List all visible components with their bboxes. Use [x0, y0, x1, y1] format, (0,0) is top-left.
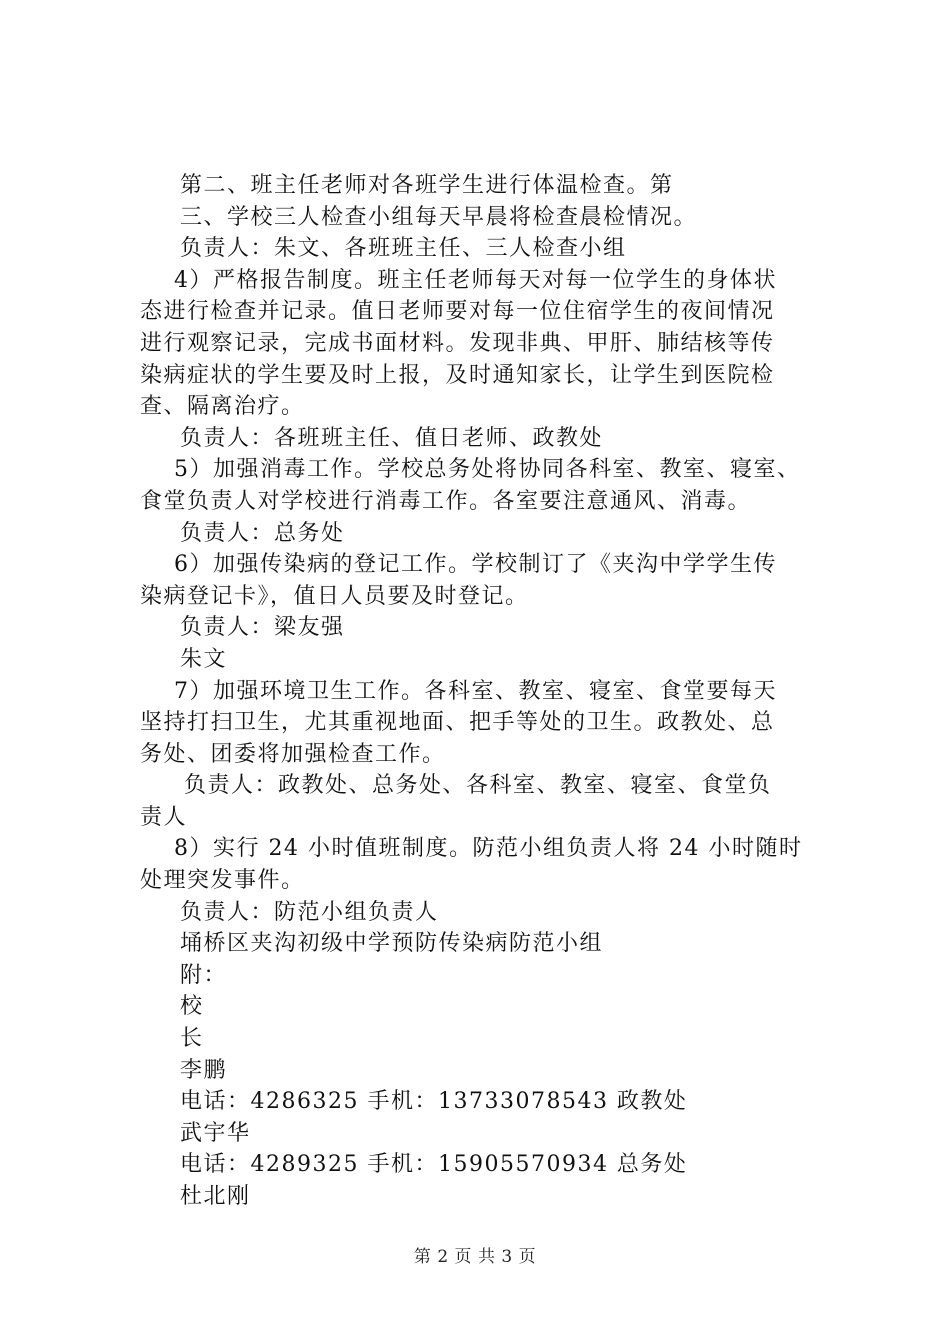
- text-line: 染病症状的学生要及时上报，及时通知家长，让学生到医院检: [140, 362, 775, 388]
- text-line: 8）实行 24 小时值班制度。防范小组负责人将 24 小时随时: [174, 836, 803, 862]
- text-line: 负责人：政教处、总务处、各科室、教室、寝室、食堂负: [184, 773, 772, 799]
- text-line: 埇桥区夹沟初级中学预防传染病防范小组: [180, 931, 604, 957]
- text-line: 负责人：总务处: [180, 520, 345, 546]
- text-line: 染病登记卡》，值日人员要及时登记。: [140, 583, 529, 609]
- text-line: 6）加强传染病的登记工作。学校制订了《夹沟中学学生传: [174, 552, 777, 578]
- text-line: 李鹏: [180, 1057, 228, 1083]
- text-line: 负责人：朱文、各班班主任、三人检查小组: [180, 236, 627, 262]
- text-line: 杜北刚: [180, 1184, 251, 1209]
- text-line: 武宇华: [180, 1120, 251, 1146]
- page-footer: 第 2 页 共 3 页: [413, 1247, 537, 1267]
- text-line: 校: [180, 994, 204, 1020]
- text-line: 负责人：防范小组负责人: [180, 899, 439, 925]
- text-line: 负责人：各班班主任、值日老师、政教处: [180, 425, 604, 451]
- text-line: 三、学校三人检查小组每天早晨将检查晨检情况。: [180, 204, 698, 230]
- text-line: 负责人：梁友强: [180, 615, 345, 641]
- document-body: [140, 170, 840, 1213]
- text-line: 查、隔离治疗。: [140, 394, 305, 420]
- text-line: 电话：4289325 手机：15905570934 总务处: [180, 1152, 688, 1178]
- text-line: 5）加强消毒工作。学校总务处将协同各科室、教室、寝室、: [174, 457, 801, 483]
- text-line: 长: [180, 1026, 204, 1052]
- text-line: 责人: [140, 804, 188, 830]
- text-line: 4）严格报告制度。班主任老师每天对每一位学生的身体状: [174, 267, 777, 293]
- text-line: 7）加强环境卫生工作。各科室、教室、寝室、食堂要每天: [174, 678, 777, 704]
- text-line: 处理突发事件。: [140, 868, 305, 894]
- text-line: 第二、班主任老师对各班学生进行体温检查。第: [180, 173, 674, 198]
- text-line: 进行观察记录，完成书面材料。发现非典、甲肝、肺结核等传: [140, 330, 775, 356]
- text-line: 态进行检查并记录。值日老师要对每一位住宿学生的夜间情况: [140, 299, 775, 325]
- text-line: 电话：4286325 手机：13733078543 政教处: [180, 1089, 688, 1115]
- text-line: 食堂负责人对学校进行消毒工作。各室要注意通风、消毒。: [140, 488, 752, 514]
- text-line: 务处、团委将加强检查工作。: [140, 741, 446, 767]
- text-line: 坚持打扫卫生，尤其重视地面、把手等处的卫生。政教处、总: [140, 710, 775, 736]
- text-line: 附：: [180, 962, 228, 988]
- text-line: 朱文: [180, 646, 228, 672]
